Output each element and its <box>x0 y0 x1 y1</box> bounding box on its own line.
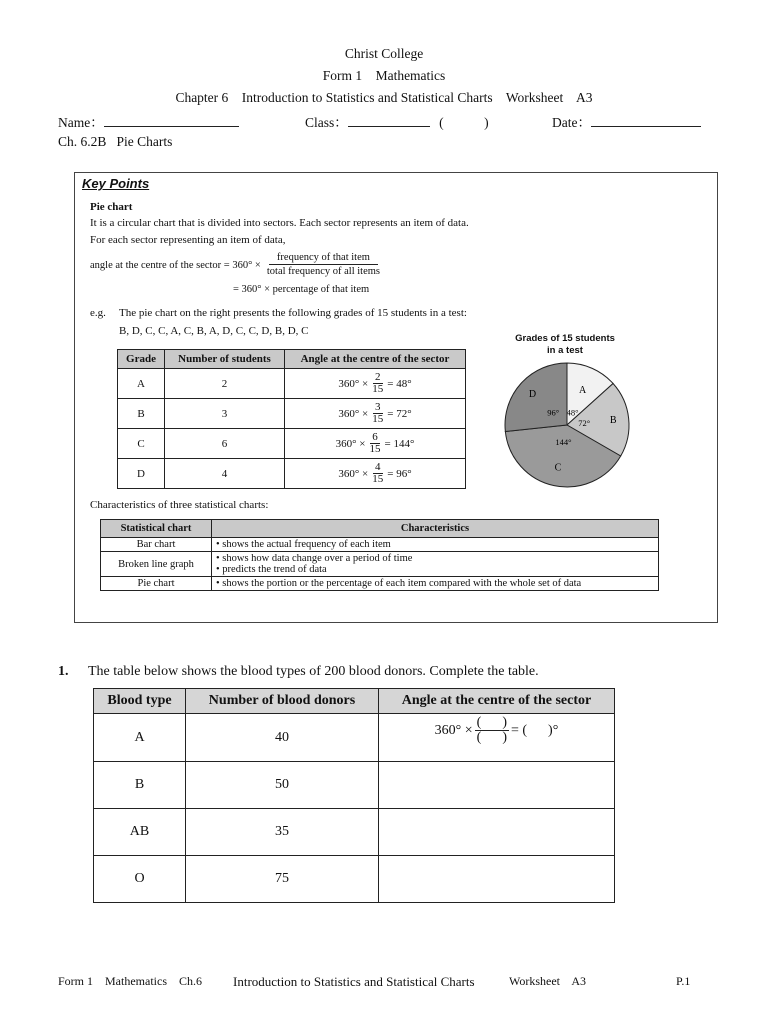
blood-type-cell: A <box>94 714 186 762</box>
blood-type-cell: AB <box>94 809 186 856</box>
eg-grades: B, D, C, C, A, C, B, A, D, C, C, D, B, D, C <box>119 325 309 337</box>
donors-cell: 50 <box>186 762 379 809</box>
pie-chart-title <box>495 333 635 357</box>
grade-cell: C <box>118 429 165 459</box>
formula-numerator: frequency of that item <box>269 253 378 265</box>
pie-slice-label: D <box>528 388 537 400</box>
count-cell: 6 <box>165 429 285 459</box>
fraction-numerator: 6 <box>372 431 378 443</box>
q1-header-angle: Angle at the centre of the sector <box>379 689 615 714</box>
angle-prefix: 360° × <box>338 467 369 480</box>
footer-worksheet: Worksheet A3 <box>509 974 587 988</box>
blood-row <box>94 762 615 809</box>
grades-row <box>118 369 466 399</box>
chart-name-cell: Bar chart <box>101 538 212 552</box>
for-each-text: For each sector representing an item of data, <box>90 234 286 246</box>
template-result[interactable]: = ( )° <box>511 722 559 738</box>
pie-angle-label: 72° <box>578 418 591 429</box>
formula-line2: = 360° × percentage of that item <box>233 284 370 295</box>
template-fraction <box>475 716 509 745</box>
grade-cell: A <box>118 369 165 399</box>
angle-template <box>435 716 559 745</box>
blood-row <box>94 856 615 903</box>
grade-cell: D <box>118 459 165 489</box>
class-label: Class： <box>305 115 348 130</box>
count-cell: 4 <box>165 459 285 489</box>
angle-cell <box>285 369 466 399</box>
name-field[interactable] <box>58 111 239 131</box>
template-numerator[interactable]: ( ) <box>476 715 507 730</box>
school-name: Christ College <box>344 46 424 61</box>
angle-expression <box>338 402 411 425</box>
grade-cell: B <box>118 399 165 429</box>
pie-angle-label: 144° <box>555 436 572 447</box>
formula-fraction <box>265 253 382 277</box>
blood-type-cell: O <box>94 856 186 903</box>
characteristics-cell <box>212 577 659 591</box>
pie-title-line2: in a test <box>547 345 583 356</box>
characteristic-point: • predicts the trend of data <box>216 564 327 575</box>
count-cell: 3 <box>165 399 285 429</box>
fraction-numerator: 3 <box>375 401 381 413</box>
date-field[interactable] <box>552 111 701 131</box>
template-prefix: 360° × <box>434 722 473 738</box>
date-label: Date： <box>552 115 591 130</box>
angle-expression <box>338 372 411 395</box>
characteristic-point: • shows the portion or the percentage of each item compared with the whole set of data <box>216 578 582 589</box>
q1-header-donors: Number of blood donors <box>186 689 379 714</box>
chars-row <box>101 577 659 591</box>
grades-header-angle: Angle at the centre of the sector <box>285 350 466 369</box>
fraction-denominator: 15 <box>372 413 384 425</box>
donors-cell: 40 <box>186 714 379 762</box>
donors-cell: 35 <box>186 809 379 856</box>
angle-prefix: 360° × <box>338 407 369 420</box>
angle-fraction <box>368 432 383 455</box>
chart-name-cell: Broken line graph <box>101 552 212 577</box>
angle-cell <box>285 459 466 489</box>
pie-title-line1: Grades of 15 students <box>515 333 615 344</box>
chart-name-cell: Pie chart <box>101 577 212 591</box>
date-blank[interactable] <box>591 114 701 127</box>
footer-page: P.1 <box>676 974 691 988</box>
chars-row <box>101 538 659 552</box>
chars-intro: Characteristics of three statistical charts: <box>90 499 269 511</box>
pie-chart <box>503 361 635 491</box>
class-number-paren: ( ) <box>439 115 489 130</box>
footer-left: Form 1 Mathematics Ch.6 <box>58 974 202 988</box>
pie-angle-label: 48° <box>566 407 579 418</box>
count-cell: 2 <box>165 369 285 399</box>
pie-angle-label: 96° <box>547 407 560 418</box>
fraction-denominator: 15 <box>369 443 381 455</box>
fraction-denominator: 15 <box>372 473 384 485</box>
chars-header-characteristics: Characteristics <box>212 520 659 538</box>
grades-row <box>118 429 466 459</box>
pie-chart-heading: Pie chart <box>90 201 133 213</box>
characteristic-point: • shows how data change over a period of time <box>216 553 413 564</box>
angle-fraction <box>370 402 385 425</box>
fraction-numerator: 2 <box>375 371 381 383</box>
blood-row <box>94 809 615 856</box>
fraction-numerator: 4 <box>375 461 381 473</box>
angle-formula <box>90 253 382 277</box>
angle-answer-cell[interactable] <box>379 762 615 809</box>
fraction-denominator: 15 <box>372 383 384 395</box>
angle-result: = 144° <box>384 437 415 450</box>
angle-cell <box>285 399 466 429</box>
pie-slice-label: C <box>554 462 562 474</box>
characteristics-cell <box>212 538 659 552</box>
footer-middle: Introduction to Statistics and Statistical Charts <box>233 974 475 989</box>
donors-cell: 75 <box>186 856 379 903</box>
grades-row <box>118 399 466 429</box>
chars-row <box>101 552 659 577</box>
question-text: The table below shows the blood types of 200 blood donors. Complete the table. <box>88 664 539 679</box>
class-blank[interactable] <box>348 114 430 127</box>
angle-prefix: 360° × <box>335 437 366 450</box>
q1-header-type: Blood type <box>94 689 186 714</box>
chars-header-chart: Statistical chart <box>101 520 212 538</box>
key-points-title: Key Points <box>82 176 150 191</box>
angle-result: = 72° <box>387 407 412 420</box>
blood-type-cell: B <box>94 762 186 809</box>
angle-fraction <box>370 462 385 485</box>
section-title: Ch. 6.2B Pie Charts <box>58 134 173 149</box>
characteristic-point: • shows the actual frequency of each item <box>216 539 391 550</box>
angle-answer-cell[interactable] <box>379 809 615 856</box>
eg-text: The pie chart on the right presents the following grades of 15 students in a test: <box>119 307 467 319</box>
angle-result: = 96° <box>387 467 412 480</box>
pie-definition: It is a circular chart that is divided into sectors. Each sector represents an item of data. <box>90 217 469 229</box>
eg-label: e.g. <box>90 307 106 319</box>
angle-result: = 48° <box>387 377 412 390</box>
angle-answer-cell[interactable] <box>379 714 615 762</box>
angle-cell <box>285 429 466 459</box>
form-subject: Form 1 Mathematics <box>322 68 446 83</box>
name-blank[interactable] <box>104 114 239 127</box>
blood-type-table <box>93 688 615 903</box>
blood-row <box>94 714 615 762</box>
angle-expression <box>336 432 415 455</box>
pie-slice-label: B <box>609 415 617 427</box>
pie-slice-label: A <box>579 384 587 396</box>
template-denominator[interactable]: ( ) <box>476 730 507 745</box>
grades-table <box>117 349 466 489</box>
key-points-box <box>74 172 718 623</box>
name-label: Name： <box>58 115 104 130</box>
formula-left: angle at the centre of the sector = 360° × <box>90 259 261 271</box>
grades-row <box>118 459 466 489</box>
characteristics-cell <box>212 552 659 577</box>
angle-fraction <box>370 372 385 395</box>
formula-denominator: total frequency of all items <box>266 265 380 277</box>
characteristics-table <box>100 519 659 591</box>
angle-prefix: 360° × <box>338 377 369 390</box>
class-field[interactable] <box>305 111 489 131</box>
grades-header-grade: Grade <box>118 350 165 369</box>
angle-expression <box>338 462 411 485</box>
chapter-title: Chapter 6 Introduction to Statistics and Statistical Charts Worksheet A3 <box>175 90 593 105</box>
grades-header-count: Number of students <box>165 350 285 369</box>
question-number: 1. <box>58 664 69 679</box>
angle-answer-cell[interactable] <box>379 856 615 903</box>
